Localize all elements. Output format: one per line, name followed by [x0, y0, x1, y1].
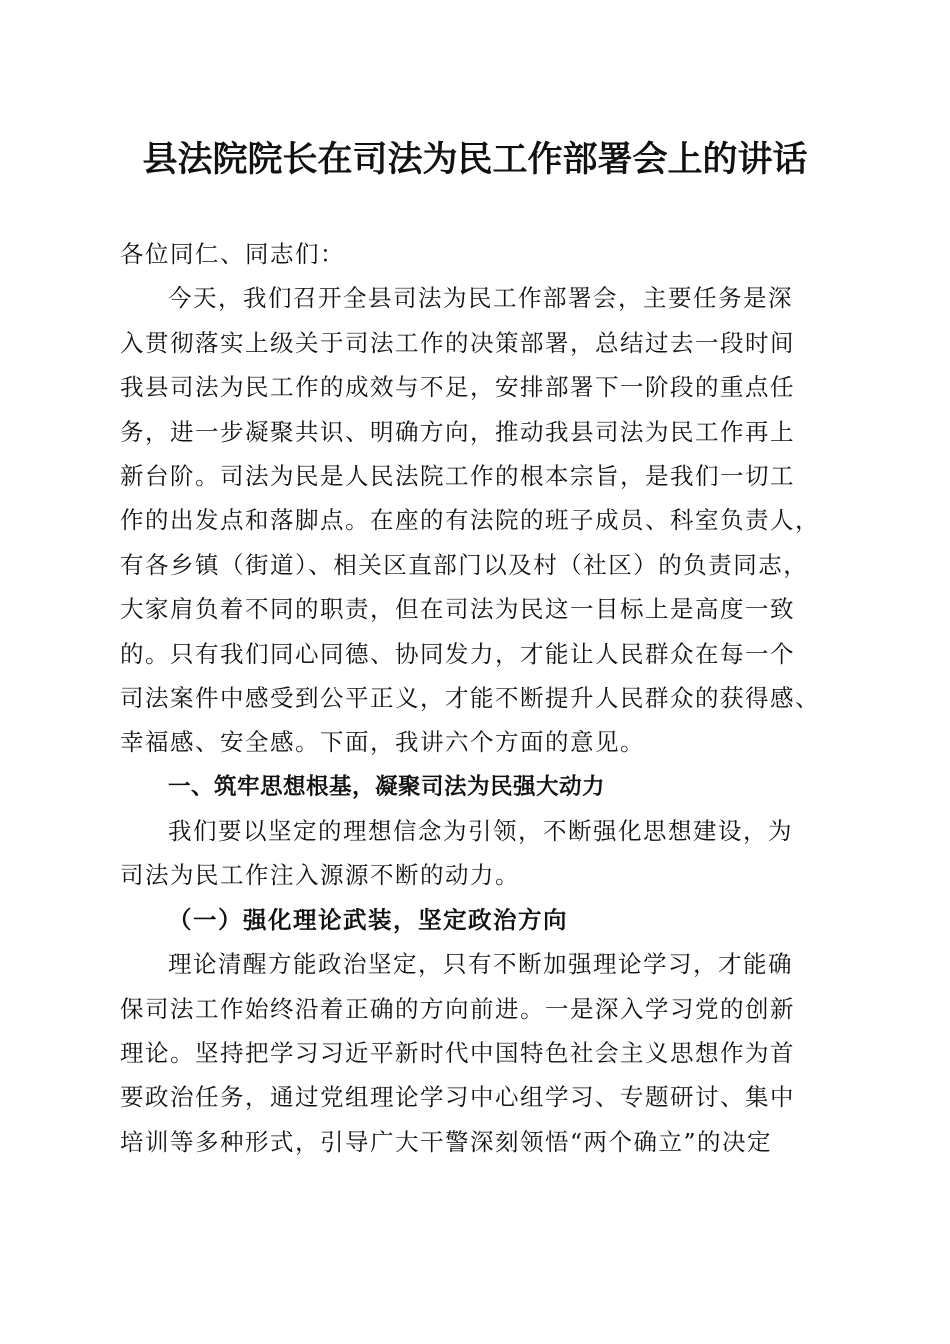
paragraph-line: 的。只有我们同心同德、协同发力，才能让人民群众在每一个	[120, 639, 795, 668]
paragraph-line: 入贯彻落实上级关于司法工作的决策部署，总结过去一段时间	[120, 328, 795, 357]
subsection-heading-1: （一）强化理论武装，坚定政治方向	[168, 905, 568, 934]
paragraph-line: 务，进一步凝聚共识、明确方向，推动我县司法为民工作再上	[120, 417, 795, 446]
paragraph-line: 理论。坚持把学习习近平新时代中国特色社会主义思想作为首	[120, 1039, 795, 1068]
document-title: 县法院院长在司法为民工作部署会上的讲话	[142, 139, 808, 180]
paragraph-line: 要政治任务，通过党组理论学习中心组学习、专题研讨、集中	[120, 1083, 795, 1112]
salutation: 各位同仁、同志们：	[120, 240, 345, 268]
paragraph-line: 我们要以坚定的理想信念为引领，不断强化思想建设，为	[168, 817, 793, 846]
paragraph-line: 作的出发点和落脚点。在座的有法院的班子成员、科室负责人，	[120, 506, 820, 535]
section-heading-1: 一、筑牢思想根基，凝聚司法为民强大动力	[168, 773, 606, 800]
paragraph-line: 司法案件中感受到公平正义，才能不断提升人民群众的获得感、	[120, 683, 820, 712]
paragraph-line: 有各乡镇（街道）、相关区直部门以及村（社区）的负责同志，	[120, 550, 809, 579]
paragraph-line: 保司法工作始终沿着正确的方向前进。一是深入学习党的创新	[120, 994, 795, 1023]
paragraph-line: 幸福感、安全感。下面，我讲六个方面的意见。	[120, 728, 645, 757]
paragraph-line: 司法为民工作注入源源不断的动力。	[120, 861, 520, 890]
paragraph-line: 理论清醒方能政治坚定，只有不断加强理论学习，才能确	[168, 950, 793, 979]
paragraph-line: 我县司法为民工作的成效与不足，安排部署下一阶段的重点任	[120, 373, 795, 402]
paragraph-line: 大家肩负着不同的职责，但在司法为民这一目标上是高度一致	[120, 595, 795, 624]
paragraph-line: 新台阶。司法为民是人民法院工作的根本宗旨，是我们一切工	[120, 461, 795, 490]
document-body	[120, 232, 835, 1164]
paragraph-line: 培训等多种形式，引导广大干警深刻领悟“两个确立”的决定	[120, 1127, 773, 1156]
paragraph-line: 今天，我们召开全县司法为民工作部署会，主要任务是深	[168, 284, 793, 313]
